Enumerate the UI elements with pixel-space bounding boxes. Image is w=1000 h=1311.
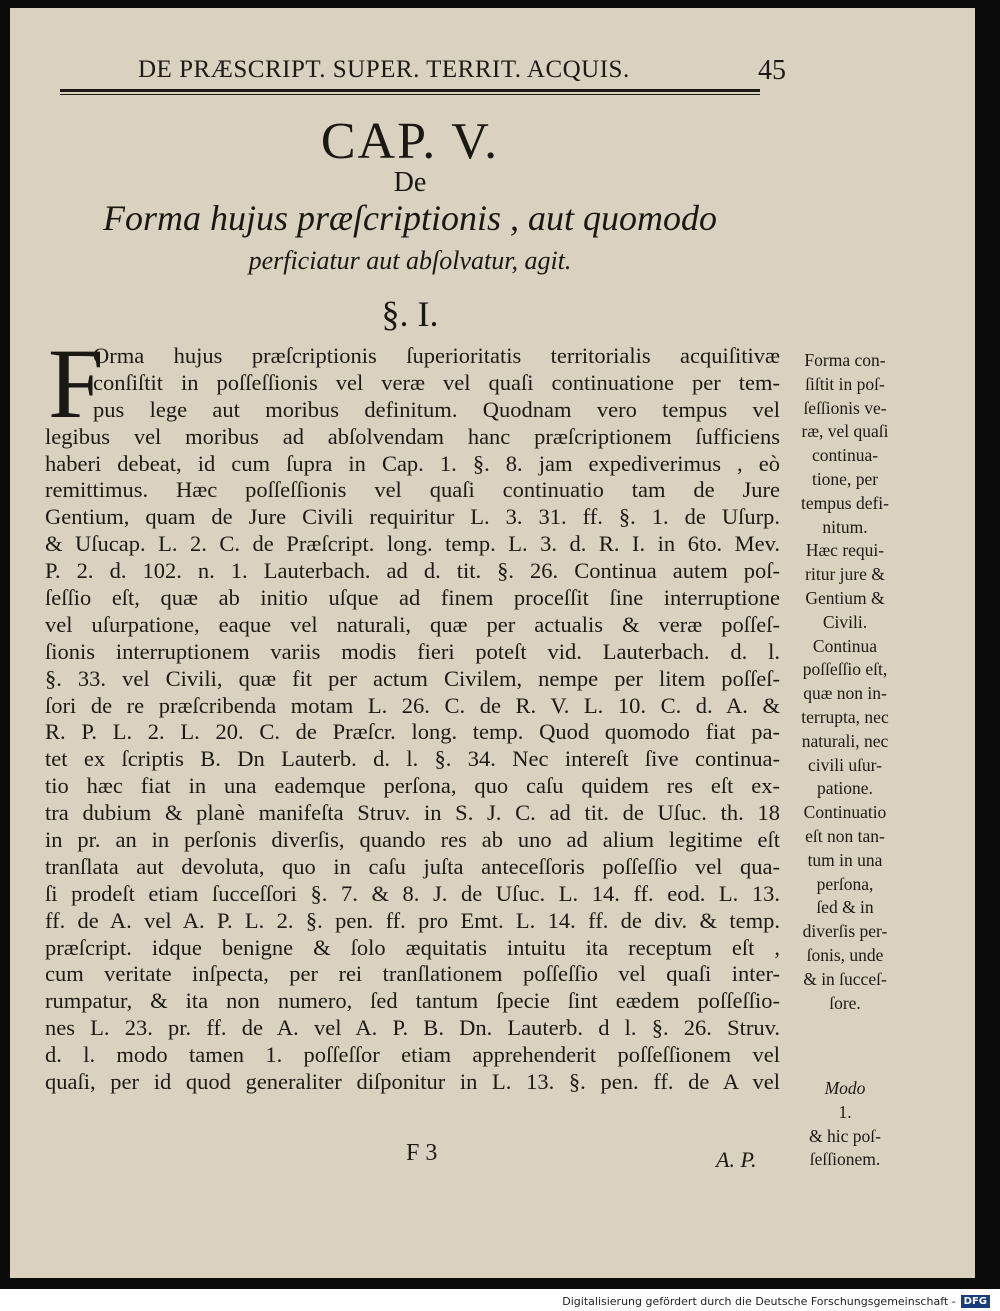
margin-line: nitum. [822, 516, 868, 537]
margin-line: civili uſur- [807, 754, 882, 775]
body-line: ſeſſio eſt, quæ ab initio uſque ad finem proceſſit ſine interruptione [45, 585, 780, 611]
body-line: conſiſtit in poſſeſſionis vel veræ vel quaſi continuatione per tem- [93, 369, 780, 395]
body-line: ff. de A. vel A. P. L. 2. §. pen. ff. pro Emt. L. 14. ff. de div. & temp. [45, 907, 780, 933]
margin-line: terrupta, nec [801, 706, 889, 727]
body-line: ſionis interruptionem variis modis fieri poteſt vid. Lauterbach. d. l. [45, 638, 780, 664]
body-line: pus lege aut moribus definitum. Quodnam vero tempus vel [93, 396, 780, 422]
body-line: tio hæc fiat in una eademque perſona, quo caſu quidem res eſt ex- [45, 773, 780, 799]
body-line: Orma hujus præſcriptionis ſuperioritatis territorialis acquiſitivæ [93, 343, 780, 368]
section-heading: §. I. [381, 294, 439, 334]
margin-line: ſiſtit in poſ- [805, 373, 885, 394]
margin-line: quæ non in- [803, 683, 887, 704]
margin2-line: ſeſſionem. [809, 1149, 881, 1170]
chapter-heading: CAP. V. [320, 113, 500, 170]
catchword: A. P. [716, 1147, 757, 1172]
margin-line: perſona, [816, 873, 874, 894]
header-rule [60, 89, 760, 92]
margin-line: tione, per [811, 468, 879, 489]
margin2-number: 1. [838, 1101, 852, 1122]
chapter-title-line-1: Forma hujus præſcriptionis , aut quomodo [102, 198, 718, 238]
margin-line: Hæc requi- [805, 540, 885, 561]
body-line: in pr. an in perſonis diverſis, quando res ab uno ad alium legitime eſt [45, 827, 780, 853]
margin-note-2 [786, 1077, 904, 1172]
body-line: P. 2. d. 102. n. 1. Lauterbach. ad d. tit. §. 26. Continua autem poſ- [45, 558, 780, 584]
body-line: d. l. modo tamen 1. poſſeſſor etiam apprehenderit poſſeſſionem vel [45, 1042, 780, 1068]
margin-line: ſonis, unde [806, 944, 884, 965]
body-line: ſori de re præſcribenda motam L. 26. C. de R. V. L. 10. C. d. A. & [45, 692, 780, 718]
footer-credit [562, 1293, 990, 1309]
margin-line: poſſeſſio eſt, [802, 659, 888, 680]
running-title: DE PRÆSCRIPT. SUPER. TERRIT. ACQUIS. [138, 56, 630, 83]
margin-line: Forma con- [804, 350, 886, 370]
margin-line: ſeſſionis ve- [803, 397, 887, 418]
drop-cap-initial: F [48, 328, 104, 439]
margin-line: Continuatio [803, 802, 887, 823]
body-line: R. P. L. 2. L. 20. C. de Præſcr. long. temp. Quod quomodo fiat pa- [45, 719, 780, 745]
margin-line: tempus defi- [801, 492, 889, 513]
body-line: cum veritate inſpecta, per rei tranſlationem poſſeſſio vel quaſi inter- [45, 961, 780, 987]
body-line: nes L. 23. pr. ff. de A. vel A. P. B. Dn. Lauterb. d l. §. 26. Struv. [45, 1015, 780, 1041]
margin-line: naturali, nec [801, 730, 889, 751]
margin-line: patione. [817, 778, 873, 799]
margin-line: diverſis per- [802, 921, 888, 942]
margin-line: ſed & in [816, 897, 874, 918]
body-line: quaſi, per id quod generaliter diſponitur in L. 13. §. pen. ff. de A vel [45, 1069, 780, 1095]
margin-line: ſore. [829, 992, 861, 1013]
body-line: rumpatur, & ita non numero, ſed tantum ſpecie ſint eædem poſſeſſio- [45, 988, 780, 1014]
margin-line: Civili. [822, 611, 868, 632]
page-number: 45 [758, 55, 786, 86]
body-text [45, 343, 780, 1096]
margin-line: ritur jure & [805, 564, 885, 585]
margin-line: & in ſucceſ- [803, 968, 887, 989]
body-line: tranſlata aut devoluta, quo in caſu juſta anteceſſoris poſſeſſio vel qua- [45, 853, 780, 879]
margin-line: continua- [811, 445, 879, 466]
margin-line: tum in una [807, 849, 883, 870]
dfg-logo: DFG [961, 1295, 990, 1308]
margin-line: Gentium & [805, 587, 885, 608]
footer-credit-text: Digitalisierung gefördert durch die Deutsche Forschungsgemeinschaft - [562, 1294, 956, 1308]
body-line: §. 33. vel Civili, quæ fit per actum Civilem, nempe per litem poſſeſ- [45, 665, 780, 691]
header-rule-thin [60, 94, 760, 95]
body-line: legibus vel moribus ad abſolvendam hanc præſcriptionem ſufficiens [45, 423, 780, 449]
margin2-line: & hic poſ- [809, 1125, 881, 1146]
chapter-de: De [393, 167, 427, 198]
margin-line: ræ, vel quaſi [801, 421, 889, 442]
body-line: haberi debeat, id cum ſupra in Cap. 1. §. 8. jam expediverimus , eò [45, 450, 780, 476]
signature-mark: F 3 [406, 1140, 438, 1166]
body-line: ſi prodeſt etiam ſucceſſori §. 7. & 8. J. de Uſuc. L. 14. ff. eod. L. 13. [45, 880, 780, 906]
body-line: remittimus. Hæc poſſeſſionis vel quaſi continuatio tam de Jure [45, 477, 780, 503]
margin2-heading: Modo [824, 1078, 866, 1098]
body-line: & Uſucap. L. 2. C. de Præſcript. long. temp. L. 3. d. R. I. in 6to. Mev. [45, 531, 780, 557]
margin-note [786, 349, 904, 1015]
chapter-title-line-2: perficiatur aut abſolvatur, agit. [248, 246, 572, 275]
body-line: tra dubium & planè manifeſta Struv. in S. J. C. ad tit. de Uſuc. th. 18 [45, 800, 780, 826]
body-line: tet ex ſcriptis B. Dn Lauterb. d. l. §. 34. Nec intereſt ſive continua- [45, 746, 780, 772]
margin-line: eſt non tan- [805, 825, 885, 846]
body-line: vel uſurpatione, eaque vel naturali, quæ per actualis & veræ poſſeſ- [45, 611, 780, 637]
margin-line: Continua [812, 635, 878, 656]
body-line: præſcript. idque benigne & ſolo æquitatis intuitu ita receptum eſt , [45, 934, 780, 960]
body-line: Gentium, quam de Jure Civili requiritur L. 3. 31. ff. §. 1. de Uſurp. [45, 504, 780, 530]
